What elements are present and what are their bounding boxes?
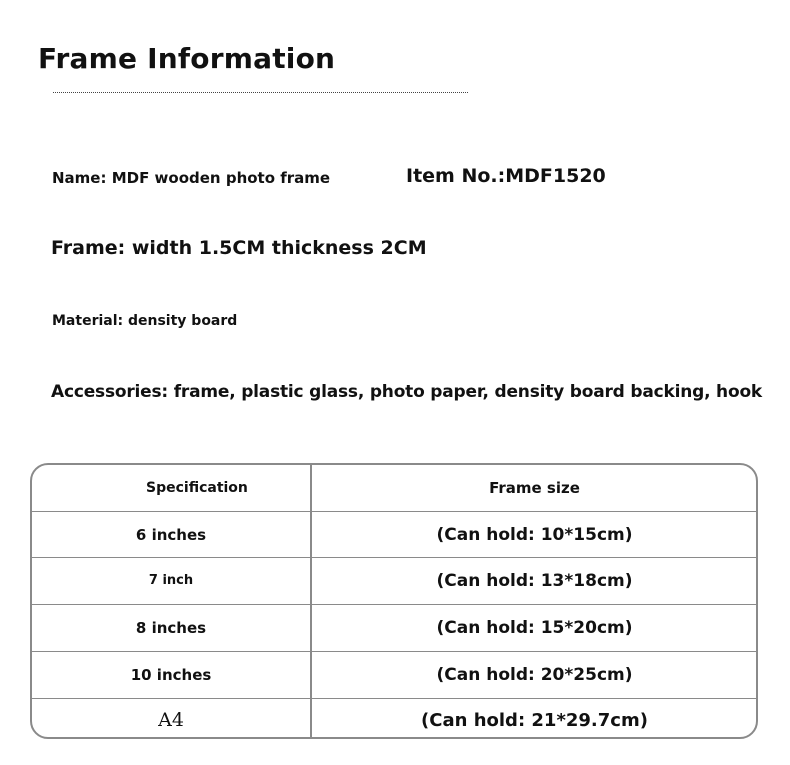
spec-table [30, 463, 758, 739]
size-cell: (Can hold: 20*25cm) [436, 664, 633, 685]
accessories-info: Accessories: frame, plastic glass, photo paper, density board backing, hook [51, 382, 763, 402]
size-cell: (Can hold: 13*18cm) [436, 570, 633, 591]
table-header-row [32, 465, 756, 511]
size-cell: (Can hold: 15*20cm) [436, 617, 633, 638]
material-info: Material: density board [52, 313, 238, 329]
spec-cell: 10 inches [130, 665, 212, 684]
spec-cell: 6 inches [135, 525, 207, 544]
dotted-divider [53, 92, 468, 93]
table-row [32, 651, 756, 697]
size-cell: (Can hold: 21*29.7cm) [421, 709, 648, 731]
frame-info: Frame: width 1.5CM thickness 2CM [51, 237, 427, 259]
header-frame-size: Frame size [489, 479, 580, 497]
header-specification: Specification [146, 480, 248, 496]
spec-cell: 7 inch [148, 573, 194, 588]
table-row [32, 511, 756, 557]
spec-cell: 8 inches [135, 618, 207, 637]
column-divider [310, 465, 312, 737]
size-cell: (Can hold: 10*15cm) [436, 524, 633, 545]
table-row [32, 557, 756, 603]
table-row [32, 698, 756, 739]
page-title: Frame Information [38, 42, 336, 75]
item-number-info: Item No.:MDF1520 [406, 165, 606, 187]
table-row [32, 604, 756, 650]
name-info: Name: MDF wooden photo frame [52, 169, 331, 187]
spec-cell: A4 [158, 709, 184, 731]
